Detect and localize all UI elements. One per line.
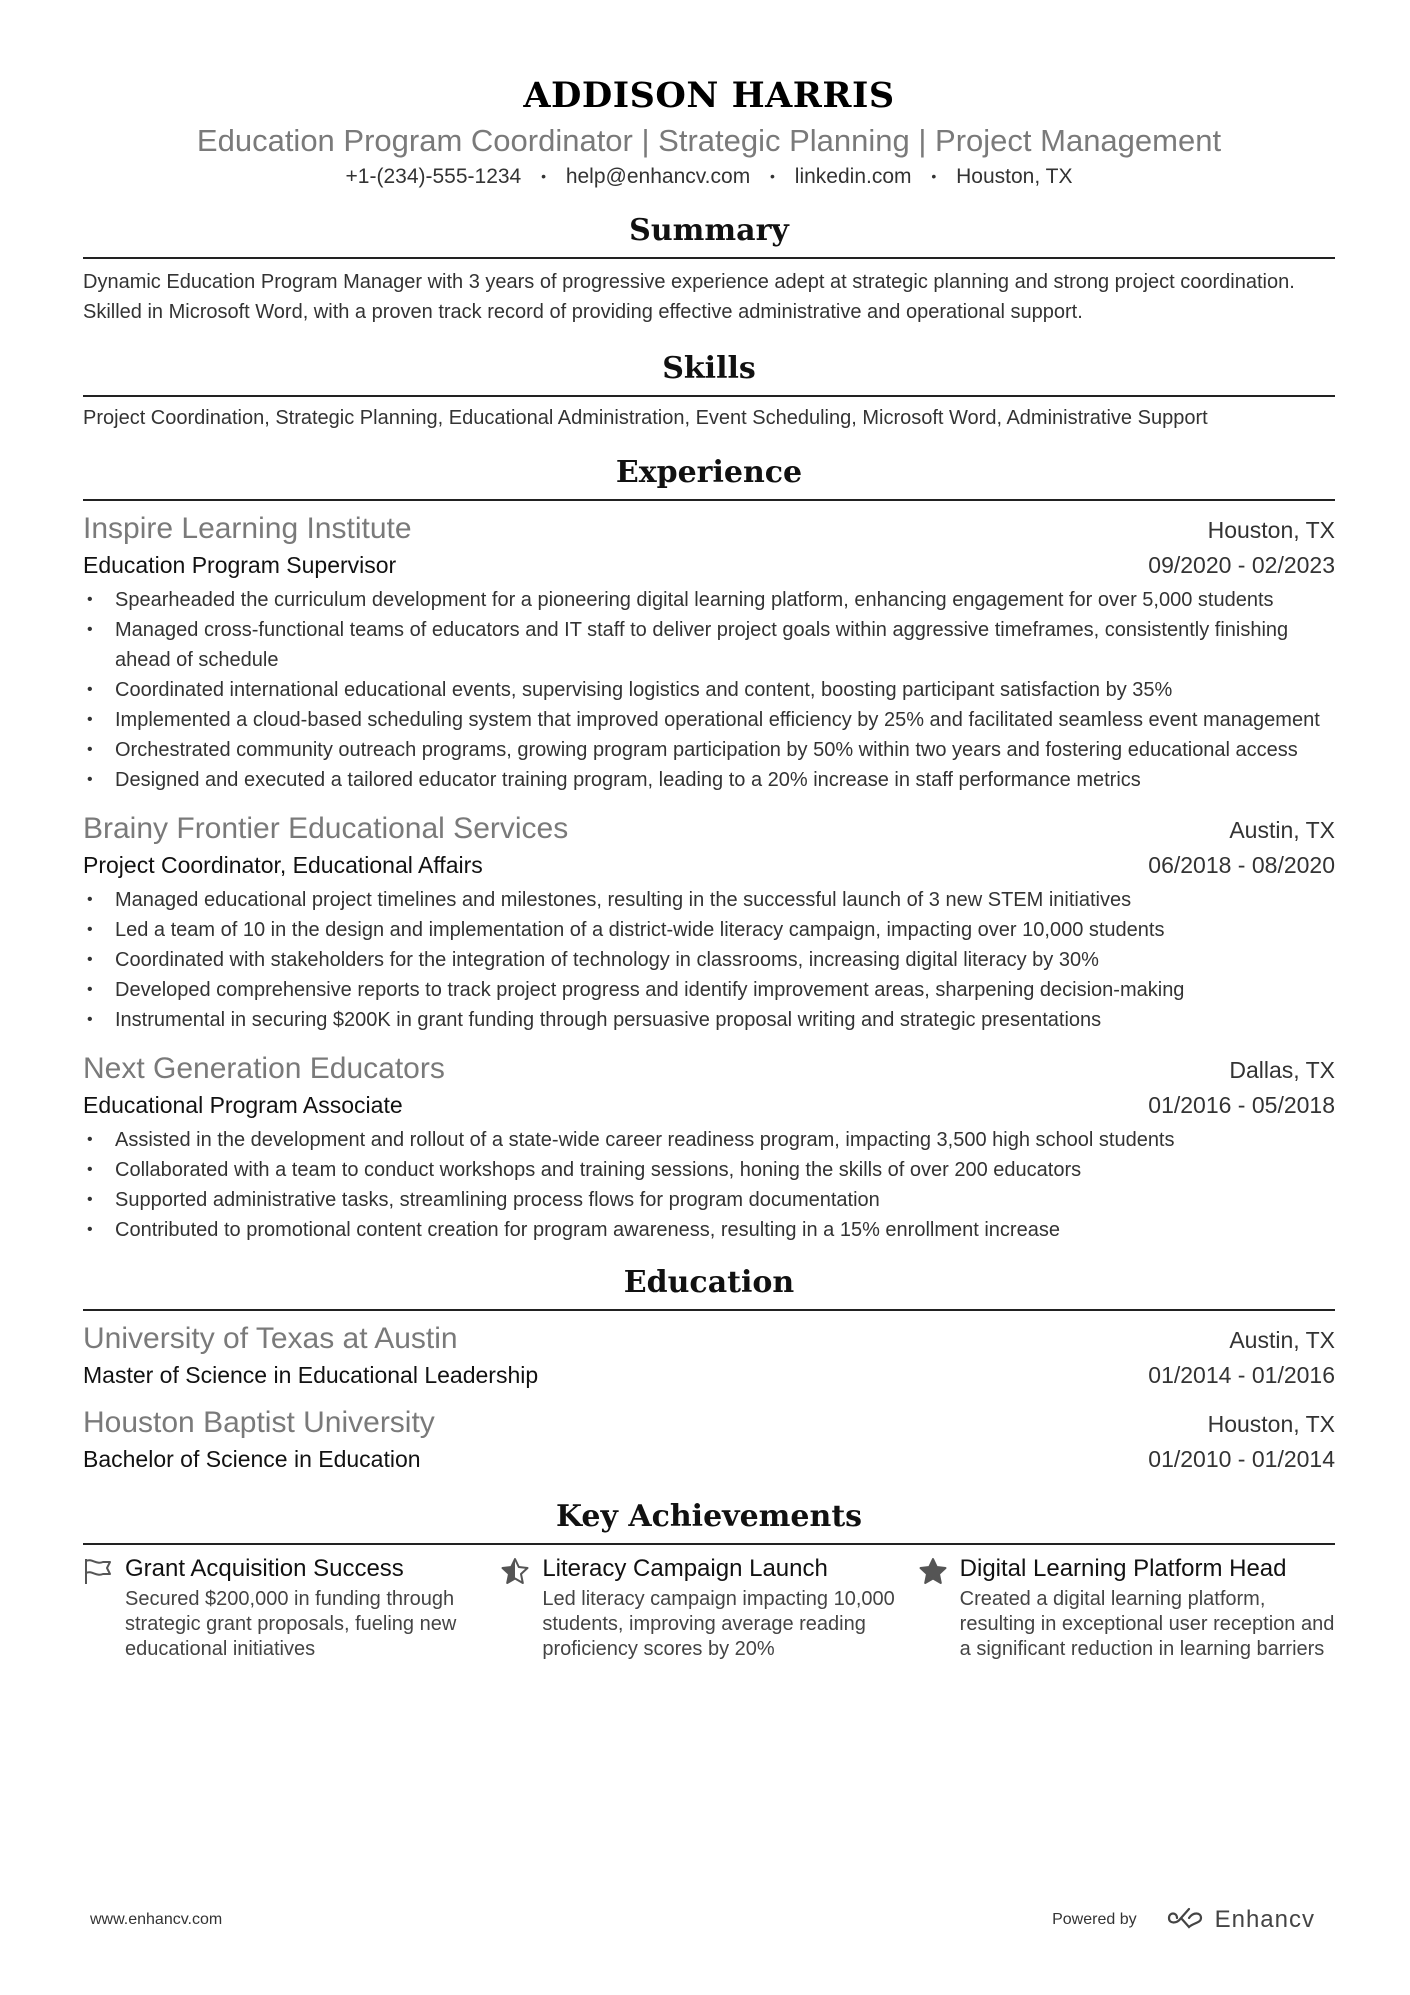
degree-name: Master of Science in Educational Leadership xyxy=(83,1362,539,1388)
section-divider xyxy=(83,1309,1335,1311)
job-header-row xyxy=(83,1049,1335,1089)
school-name: Houston Baptist University xyxy=(83,1406,435,1439)
education-degree-row xyxy=(83,1443,1335,1475)
bullet-item: • Contributed to promotional content creation for program awareness, resulting in a 15% enrollment increase xyxy=(115,1215,1335,1245)
bullet-item: • Assisted in the development and rollout of a state-wide career readiness program, impacting 3,500 high school students xyxy=(115,1125,1335,1155)
bullet-item: • Orchestrated community outreach programs, growing program participation by 50% within two years and fostering educational access xyxy=(115,735,1335,765)
achievement-body xyxy=(542,1553,917,1662)
job-dates: 09/2020 - 02/2023 xyxy=(1148,552,1335,578)
company-name: Inspire Learning Institute xyxy=(83,512,412,545)
enhancv-logo-icon xyxy=(1163,1907,1207,1934)
separator-dot: • xyxy=(541,168,546,184)
school-location: Austin, TX xyxy=(1229,1327,1335,1353)
resume-header xyxy=(83,0,1335,193)
education-section xyxy=(83,1263,1335,1475)
job-entry xyxy=(83,1049,1335,1245)
job-header-row xyxy=(83,809,1335,849)
bullet-item: • Managed educational project timelines and milestones, resulting in the successful launch of 3 new STEM initiatives xyxy=(115,885,1335,915)
achievements-list xyxy=(83,1553,1335,1662)
flag-icon xyxy=(83,1553,125,1662)
contact-line xyxy=(83,162,1335,193)
section-divider xyxy=(83,395,1335,397)
summary-text: Dynamic Education Program Manager with 3 years of progressive experience adept at strategic planning and strong project coordination. Skilled in Microsoft Word, with a proven track record of providing effective administrative and operational support. xyxy=(83,271,1295,323)
section-heading: Skills xyxy=(662,351,756,386)
education-entry xyxy=(83,1319,1335,1391)
job-title: Education Program Supervisor xyxy=(83,552,397,578)
section-heading: Education xyxy=(623,1265,795,1300)
education-header-row xyxy=(83,1319,1335,1359)
school-location: Houston, TX xyxy=(1207,1411,1335,1437)
achievement-item xyxy=(500,1553,917,1662)
job-location: Dallas, TX xyxy=(1229,1057,1335,1083)
job-dates: 01/2016 - 05/2018 xyxy=(1148,1092,1335,1118)
achievement-item xyxy=(918,1553,1335,1662)
achievements-section xyxy=(83,1497,1335,1662)
skills-section xyxy=(83,349,1335,431)
job-role-row xyxy=(83,1089,1335,1121)
section-heading: Experience xyxy=(615,455,803,490)
section-divider xyxy=(83,1543,1335,1545)
schools-list xyxy=(83,1319,1335,1475)
education-degree-row xyxy=(83,1359,1335,1391)
section-divider xyxy=(83,257,1335,259)
achievement-description: Created a digital learning platform, resulting in exceptional user reception and a significant reduction in learning barriers xyxy=(959,1588,1335,1660)
education-entry xyxy=(83,1403,1335,1475)
achievement-description: Secured $200,000 in funding through strategic grant proposals, fueling new educational initiatives xyxy=(125,1588,457,1660)
bullet-item: • Designed and executed a tailored educator training program, leading to a 20% increase in staff performance metrics xyxy=(115,765,1335,795)
job-role-row xyxy=(83,849,1335,881)
section-divider xyxy=(83,499,1335,501)
company-name: Next Generation Educators xyxy=(83,1052,445,1085)
star-icon xyxy=(918,1553,960,1662)
section-heading: Key Achievements xyxy=(555,1499,863,1534)
page-footer xyxy=(90,1906,1315,1934)
bullet-item: • Spearheaded the curriculum development for a pioneering digital learning platform, enhancing engagement for over 5,000 students xyxy=(115,585,1335,615)
job-location: Austin, TX xyxy=(1229,817,1335,843)
phone-number[interactable]: +1-(234)-555-1234 xyxy=(345,165,522,188)
bullet-item: • Supported administrative tasks, streamlining process flows for program documentation xyxy=(115,1185,1335,1215)
candidate-title: Education Program Coordinator | Strategic Planning | Project Management xyxy=(196,123,1222,158)
school-name: University of Texas at Austin xyxy=(83,1322,458,1355)
job-role-row xyxy=(83,549,1335,581)
summary-section xyxy=(83,211,1335,327)
education-header-row xyxy=(83,1403,1335,1443)
jobs-list xyxy=(83,509,1335,1245)
job-entry xyxy=(83,509,1335,795)
achievement-body xyxy=(125,1553,500,1662)
skills-text: Project Coordination, Strategic Planning, Educational Administration, Event Scheduling, Microsoft Word, Administrative Support xyxy=(83,407,1208,429)
job-title: Educational Program Associate xyxy=(83,1092,403,1118)
email-link[interactable]: help@enhancv.com xyxy=(565,165,751,188)
bullet-item: • Implemented a cloud-based scheduling system that improved operational efficiency by 25% and facilitated seamless event management xyxy=(115,705,1335,735)
linkedin-link[interactable]: linkedin.com xyxy=(794,165,912,188)
achievement-title: Literacy Campaign Launch xyxy=(542,1555,828,1582)
powered-by-label: Powered by xyxy=(1052,1911,1137,1928)
job-entry xyxy=(83,809,1335,1035)
bullet-item: • Managed cross-functional teams of educators and IT staff to deliver project goals within aggressive timeframes, consistently finishing ahead of schedule xyxy=(115,615,1335,675)
job-bullets xyxy=(83,585,1335,795)
education-dates: 01/2014 - 01/2016 xyxy=(1148,1362,1335,1388)
bullet-item: • Developed comprehensive reports to track project progress and identify improvement areas, sharpening decision-making xyxy=(115,975,1335,1005)
achievement-body xyxy=(960,1553,1335,1662)
job-dates: 06/2018 - 08/2020 xyxy=(1148,852,1335,878)
separator-dot: • xyxy=(931,168,937,184)
bullet-item: • Instrumental in securing $200K in grant funding through persuasive proposal writing and strategic presentations xyxy=(115,1005,1335,1035)
job-location: Houston, TX xyxy=(1207,517,1335,543)
star-half-icon xyxy=(500,1553,542,1662)
job-header-row xyxy=(83,509,1335,549)
location-text: Houston, TX xyxy=(956,165,1073,188)
achievement-description: Led literacy campaign impacting 10,000 students, improving average reading proficiency scores by 20% xyxy=(542,1588,895,1660)
bullet-item: • Collaborated with a team to conduct workshops and training sessions, honing the skills of over 200 educators xyxy=(115,1155,1335,1185)
job-title: Project Coordinator, Educational Affairs xyxy=(83,852,483,878)
footer-branding xyxy=(1052,1906,1315,1934)
achievement-item xyxy=(83,1553,500,1662)
bullet-item: • Led a team of 10 in the design and implementation of a district-wide literacy campaign, impacting over 10,000 students xyxy=(115,915,1335,945)
bullet-item: • Coordinated with stakeholders for the integration of technology in classrooms, increasing digital literacy by 30% xyxy=(115,945,1335,975)
degree-name: Bachelor of Science in Education xyxy=(83,1446,421,1472)
separator-dot: • xyxy=(770,168,775,184)
job-bullets xyxy=(83,1125,1335,1245)
brand-name: Enhancv xyxy=(1214,1906,1315,1933)
achievement-title: Digital Learning Platform Head xyxy=(959,1555,1287,1582)
company-name: Brainy Frontier Educational Services xyxy=(83,812,569,845)
candidate-name: ADDISON HARRIS xyxy=(523,75,895,116)
education-dates: 01/2010 - 01/2014 xyxy=(1148,1446,1335,1472)
resume-page xyxy=(83,0,1335,1662)
bullet-item: • Coordinated international educational events, supervising logistics and content, boosting participant satisfaction by 35% xyxy=(115,675,1335,705)
experience-section xyxy=(83,453,1335,1245)
footer-url[interactable]: www.enhancv.com xyxy=(90,1911,223,1928)
achievement-title: Grant Acquisition Success xyxy=(125,1555,404,1582)
job-bullets xyxy=(83,885,1335,1035)
section-heading: Summary xyxy=(629,213,789,248)
